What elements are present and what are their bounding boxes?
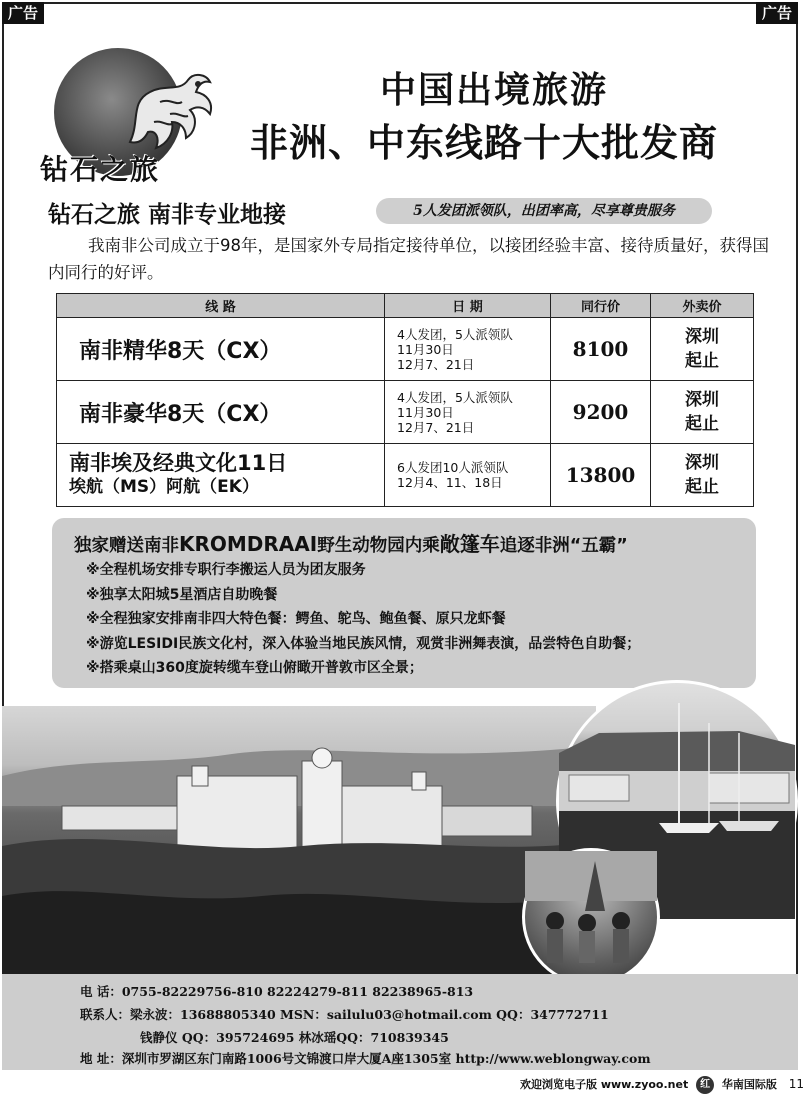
- contact-phone: 电 话：0755-82229756-810 82224279-811 82238965-813: [80, 984, 474, 999]
- retail-price: [651, 381, 754, 444]
- list-item: ※全程机场安排专职行李搬运人员为团友服务: [86, 562, 366, 578]
- footer-badge-icon: 红: [696, 1076, 714, 1094]
- features-box: [52, 518, 756, 688]
- route-title: 南非埃及经典文化11日: [69, 451, 288, 475]
- headline-line2: 非洲、中东线路十大批发商: [250, 121, 719, 165]
- dancers-photo: [522, 848, 660, 986]
- route-name: [57, 444, 385, 507]
- palace-illustration: [2, 706, 596, 974]
- list-item: ※游览LESIDI民族文化村，深入体验当地民族风情，观赏非洲舞表演，品尝特色自助餐；: [86, 635, 641, 652]
- route-table: [56, 293, 754, 507]
- table-row: [57, 318, 754, 381]
- features-title-part: 敞篷车: [439, 532, 500, 556]
- contact-person-1: 联系人：梁永波：13688805340 MSN：sailulu03@hotmail.com QQ：347772711: [80, 1007, 609, 1022]
- route-dates: [385, 381, 551, 444]
- contact-person-2: 钱静仪 QQ：395724695 林冰瑶QQ：710839345: [140, 1030, 449, 1045]
- header-date: 日 期: [385, 294, 551, 318]
- features-list: [86, 558, 640, 681]
- header-retail-price: 外卖价: [651, 294, 754, 318]
- table-row: [57, 444, 754, 507]
- list-item: ※搭乘桌山360度旋转缆车登山俯瞰开普敦市区全景；: [86, 660, 423, 676]
- table-header-row: [57, 294, 754, 318]
- peer-price: 13800: [551, 444, 651, 507]
- date-line: 12月7、21日: [397, 356, 475, 372]
- list-item: ※独享太阳城5星酒店自助晚餐: [86, 586, 278, 603]
- retail-line: 起止: [685, 351, 719, 371]
- date-line: 11月30日: [397, 341, 454, 357]
- route-dates: [385, 318, 551, 381]
- footer-brand: 华南国际版: [721, 1078, 777, 1091]
- headline-line1: 中国出境旅游: [380, 70, 609, 111]
- features-title-part: 追逐非洲“五霸”: [499, 536, 628, 556]
- header-route: 线 路: [57, 294, 385, 318]
- page-footer: [520, 1076, 804, 1096]
- retail-line: 起止: [685, 414, 719, 434]
- date-line: 12月4、11、18日: [397, 475, 503, 490]
- date-line: 4人发团，5人派领队: [397, 326, 513, 342]
- peer-price: 8100: [551, 318, 651, 381]
- features-title-part: 野生动物园内乘: [317, 536, 440, 556]
- features-title: [74, 528, 628, 557]
- brand-logo: [40, 40, 220, 190]
- route-dates: [385, 444, 551, 507]
- logo-text: 钻石之旅: [40, 153, 161, 186]
- dragon-icon: [110, 62, 220, 162]
- route-name: 南非精华8天（CX）: [57, 318, 385, 381]
- contact-address: 地 址：深圳市罗湖区东门南路1006号文锦渡口岸大厦A座1305室 http://www.weblongway.com: [80, 1051, 651, 1066]
- retail-line: 深圳: [685, 327, 719, 347]
- peer-price: 9200: [551, 381, 651, 444]
- subheading: 钻石之旅 南非专业地接: [48, 202, 287, 228]
- retail-price: [651, 318, 754, 381]
- intro-paragraph: 我南非公司成立于98年，是国家外专局指定接待单位，以接团经验丰富、接待质量好，获得国内同行的好评。: [48, 236, 769, 282]
- slogan-badge: 5人发团派领队，出团率高，尽享尊贵服务: [376, 198, 712, 224]
- route-airlines: 埃航（MS）阿航（EK）: [69, 477, 259, 497]
- header-peer-price: 同行价: [551, 294, 651, 318]
- palace-photo: [2, 706, 596, 974]
- ad-label-left: 广告: [2, 2, 44, 24]
- date-line: 11月30日: [397, 404, 454, 420]
- dancers-illustration: [525, 851, 657, 983]
- date-line: 6人发团10人派领队: [397, 460, 509, 475]
- table-row: [57, 381, 754, 444]
- date-line: 12月7、21日: [397, 419, 475, 435]
- features-title-part: KROMDRAAI: [179, 532, 318, 556]
- page-number: 11: [788, 1077, 804, 1091]
- retail-price: [651, 444, 754, 507]
- retail-line: 深圳: [685, 453, 719, 473]
- retail-line: 起止: [685, 477, 719, 497]
- retail-line: 深圳: [685, 390, 719, 410]
- features-title-part: 独家赠送南非: [74, 536, 179, 556]
- date-line: 4人发团，5人派领队: [397, 389, 513, 405]
- ad-label-right: 广告: [756, 2, 798, 24]
- list-item: ※全程独家安排南非四大特色餐：鳄鱼、鸵鸟、鲍鱼餐、原只龙虾餐: [86, 611, 506, 627]
- contact-section: [2, 974, 798, 1070]
- route-name: 南非豪华8天（CX）: [57, 381, 385, 444]
- footer-website: 欢迎浏览电子版 www.zyoo.net: [520, 1078, 689, 1091]
